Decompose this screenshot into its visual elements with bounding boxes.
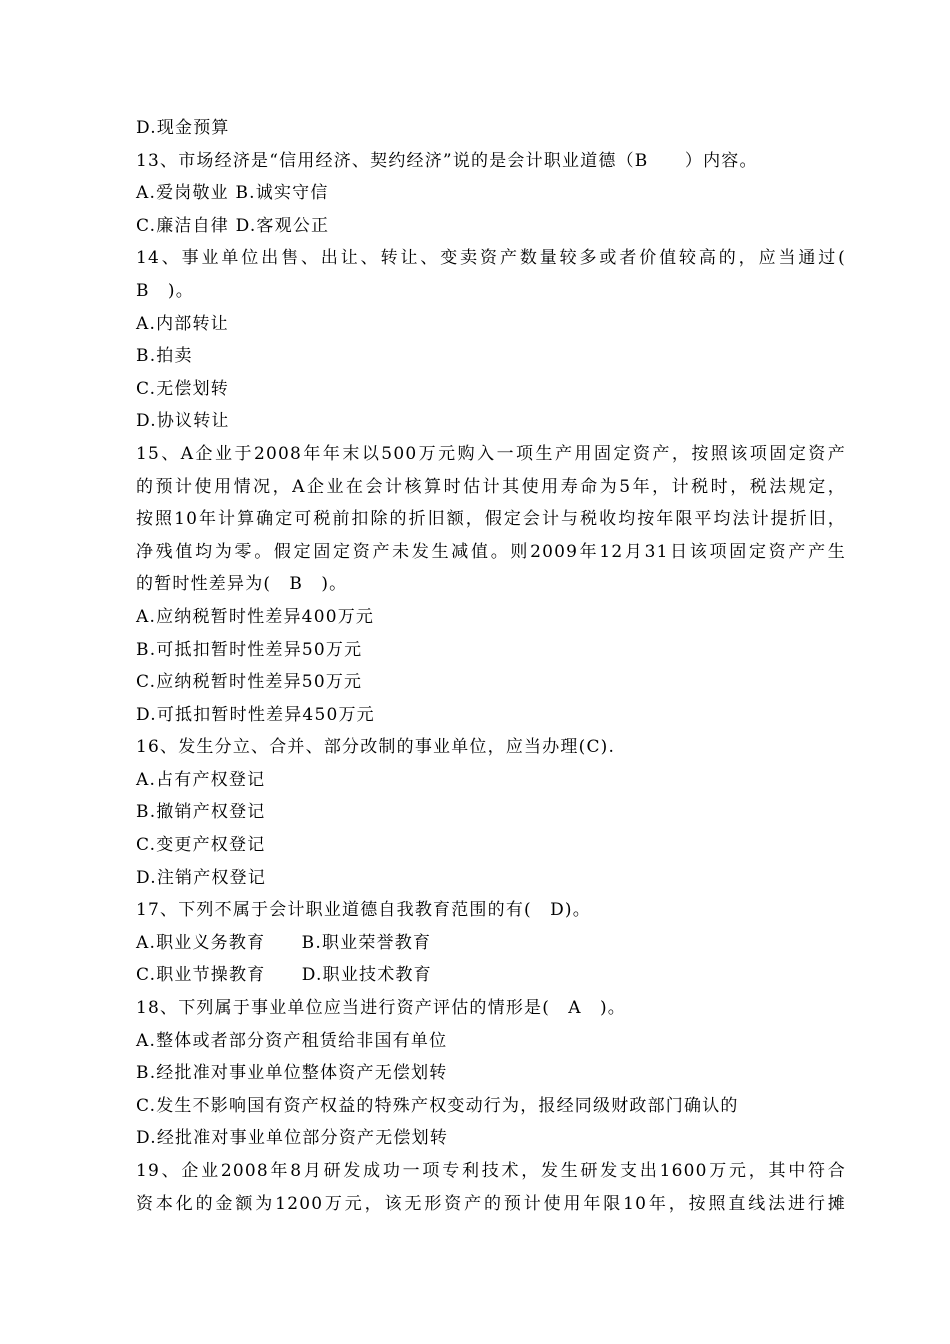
option-line: A.爱岗敬业 B.诚实守信 (136, 183, 329, 204)
option-line: B.经批准对事业单位整体资产无偿划转 (136, 1063, 448, 1084)
option-line: D.注销产权登记 (136, 867, 267, 888)
option-line: A.占有产权登记 (136, 769, 266, 790)
question-13: 13、市场经济是“信用经济、契约经济”说的是会计职业道德（B ）内容。 (136, 150, 758, 171)
question-15-cont: 的暂时性差异为( B )。 (136, 574, 348, 595)
option-line: C.应纳税暂时性差异50万元 (136, 672, 363, 693)
question-15: 15、A企业于2008年年末以500万元购入一项生产用固定资产，按照该项固定资产 (136, 443, 846, 464)
option-line: C.变更产权登记 (136, 835, 266, 856)
option-line: B.拍卖 (136, 346, 193, 367)
document-body (136, 112, 846, 1220)
question-15-cont: 净残值均为零。假定固定资产未发生减值。则2009年12月31日该项固定资产产生 (136, 541, 846, 562)
option-line: D.协议转让 (136, 411, 230, 432)
option-line: D.经批准对事业单位部分资产无偿划转 (136, 1128, 449, 1149)
option-line: B.可抵扣暂时性差异50万元 (136, 639, 363, 660)
option-line: C.廉洁自律 D.客观公正 (136, 215, 330, 236)
option-line: C.发生不影响国有资产权益的特殊产权变动行为，报经同级财政部门确认的 (136, 1095, 739, 1116)
question-15-cont: 按照10年计算确定可税前扣除的折旧额，假定会计与税收均按年限平均法计提折旧， (136, 509, 846, 530)
option-line: D.可抵扣暂时性差异450万元 (136, 704, 375, 725)
question-14-cont: B )。 (136, 280, 194, 301)
option-line: A.应纳税暂时性差异400万元 (136, 606, 375, 627)
question-19-cont: 资本化的金额为1200万元，该无形资产的预计使用年限10年，按照直线法进行摊 (136, 1193, 846, 1214)
option-line: A.内部转让 (136, 313, 229, 334)
option-line: A.整体或者部分资产租赁给非国有单位 (136, 1030, 448, 1051)
question-17: 17、下列不属于会计职业道德自我教育范围的有( D)。 (136, 900, 591, 921)
option-line: A.职业义务教育 B.职业荣誉教育 (136, 932, 432, 953)
option-line: C.无偿划转 (136, 378, 230, 399)
option-line: C.职业节操教育 D.职业技术教育 (136, 965, 432, 986)
question-14: 14、事业单位出售、出让、转让、变卖资产数量较多或者价值较高的，应当通过( (136, 248, 846, 269)
question-15-cont: 的预计使用情况，A企业在会计核算时估计其使用寿命为5年，计税时，税法规定， (136, 476, 846, 497)
question-18: 18、下列属于事业单位应当进行资产评估的情形是( A )。 (136, 998, 626, 1019)
question-16: 16、发生分立、合并、部分改制的事业单位，应当办理(C). (136, 737, 616, 758)
question-19: 19、企业2008年8月研发成功一项专利技术，发生研发支出1600万元，其中符合 (136, 1161, 846, 1181)
option-line: B.撤销产权登记 (136, 802, 266, 823)
option-line: D.现金预算 (136, 118, 230, 138)
